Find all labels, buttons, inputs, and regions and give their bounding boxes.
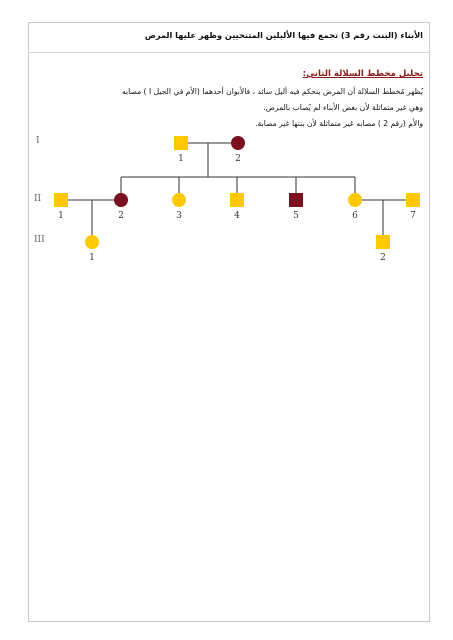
individual-number-i2: 2	[235, 154, 241, 164]
pedigree-individual-iii2-male-unaffected	[376, 235, 390, 249]
pedigree-individual-i2-female-affected	[231, 136, 245, 150]
pedigree-individual-iii1-female-unaffected	[85, 235, 99, 249]
pedigree-individual-ii5-male-affected	[289, 193, 303, 207]
individual-number-i1: 1	[178, 154, 184, 164]
individual-number-iii1: 1	[89, 253, 95, 263]
pedigree-individual-ii3-female-unaffected	[172, 193, 186, 207]
header-line: الأبناء (البنت رقم 3) تجمع فيها الأليلين المتنحيين وظهر عليها المرض	[144, 30, 423, 40]
individual-number-ii3: 3	[176, 211, 182, 221]
paragraph-line-3: والأم (رقم 2 ) مصابه غير متماثلة لأن بنتها غير مصابة.	[255, 119, 423, 128]
pedigree-individual-ii2-female-affected	[114, 193, 128, 207]
individual-number-ii4: 4	[234, 211, 240, 221]
generation-label-3: III	[34, 235, 45, 245]
pedigree-individual-ii6-female-unaffected	[348, 193, 362, 207]
paragraph-line-2: وهي غير متماثلة لأن بعض الأبناء لم يُصاب بالمرض.	[263, 103, 423, 112]
individual-number-ii7: 7	[410, 211, 416, 221]
pedigree-individual-ii4-male-unaffected	[230, 193, 244, 207]
pedigree-individual-i1-male-unaffected	[174, 136, 188, 150]
individual-number-iii2: 2	[380, 253, 386, 263]
paragraph-line-1: يُظهر مُخطط السلالة أن المرض يتحكم فيه أليل سائد ، فالأبوان أحدهما (الأم في الجيل I ) مصابه	[121, 87, 423, 96]
section-title: تحليل مخطط السلالة الثاني:	[302, 69, 423, 79]
individual-number-ii6: 6	[352, 211, 358, 221]
individual-number-ii2: 2	[118, 211, 124, 221]
pedigree-individual-ii1-male-unaffected	[54, 193, 68, 207]
generation-label-1: I	[36, 136, 40, 146]
individual-number-ii5: 5	[293, 211, 299, 221]
generation-label-2: II	[34, 194, 42, 204]
pedigree-individual-ii7-male-unaffected	[406, 193, 420, 207]
individual-number-ii1: 1	[58, 211, 64, 221]
